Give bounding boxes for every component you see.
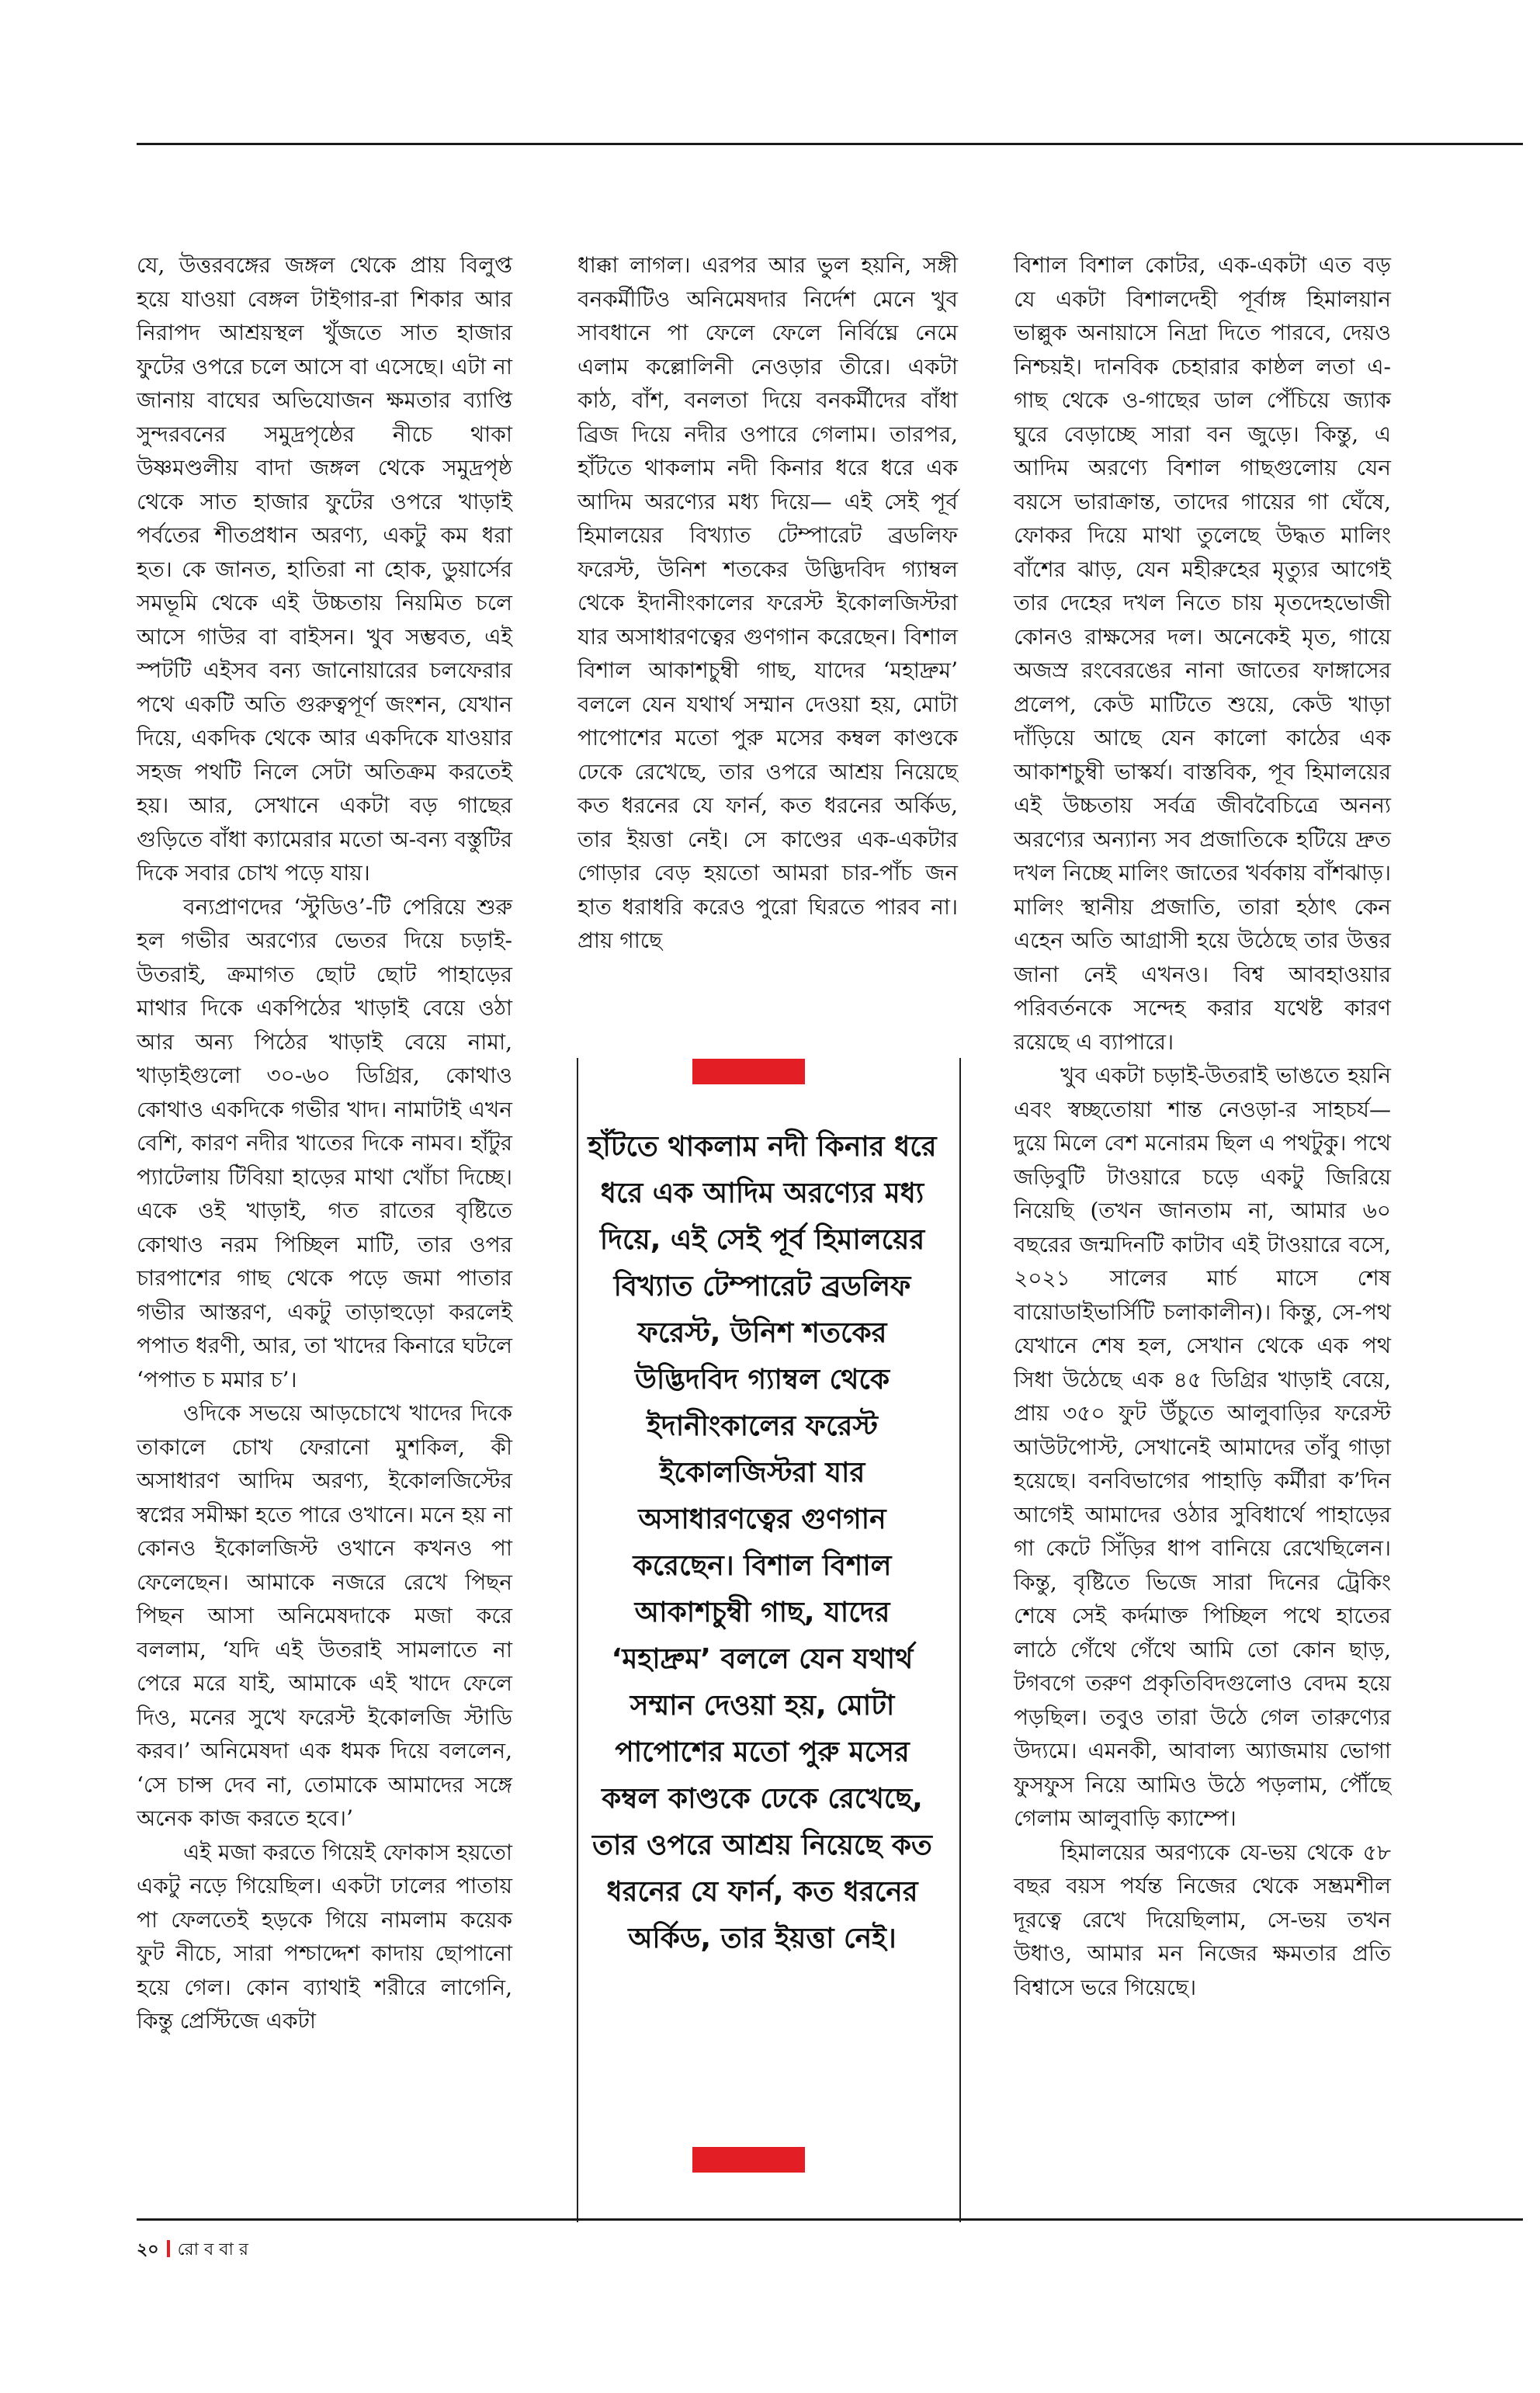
paragraph: যে, উত্তরবঙ্গের জঙ্গল থেকে প্রায় বিলুপ্ত হয়ে যাওয়া বেঙ্গল টাইগার-রা শিকার আর নিরাপদ আশ্রয়স্থল খুঁজতে সাত হাজার ফুটের ওপরে চলে আসে বা এসেছে। এটা না জানায় বাঘের অভিযোজন ক্ষমতার ব্যাপ্তি সুন্দরবনের সমুদ্রপৃষ্ঠের নীচে থাকা উষ্ণমণ্ডলীয় বাদা জঙ্গল থেকে সমুদ্রপৃষ্ঠ থেকে সাত হাজার ফুটের ওপরে খাড়াই পর্বতের শীতপ্রধান অরণ্য, একটু কম ধরা হত। কে জানত, হাতিরা না হোক, ডুয়ার্সের সমভূমি থেকে এই উচ্চতায় নিয়মিত চলে আসে গাউর বা বাইসন। খুব সম্ভবত, এই স্পটটি এইসব বন্য জানোয়ারের চলফেরার পথে একটি অতি গুরুত্বপূর্ণ জংশন, যেখান দিয়ে, একদিক থেকে আর একদিকে যাওয়ার সহজ পথটি নিলে সেটা অতিক্রম করতেই হয়। আর, সেখানে একটা বড় গাছের গুড়িতে বাঁধা ক্যামেরার মতো অ-বন্য বস্তুটির দিকে সবার চোখ পড়ে যায়। — [137, 252, 512, 886]
page-number: ২০ — [137, 2240, 159, 2259]
page-footer — [137, 2239, 248, 2262]
bottom-rule — [137, 2218, 1523, 2221]
article-column-2 — [578, 248, 958, 958]
pullquote-left-rule — [577, 1058, 578, 2222]
pullquote: হাঁটতে থাকলাম নদী কিনার ধরে ধরে এক আদিম অরণ্যের মধ্য দিয়ে, এই সেই পূর্ব হিমালয়ের বিখ্যাত টেম্পারেট ব্রডলিফ ফরেস্ট, উনিশ শতকের উদ্ভিদবিদ গ্যাম্বল থেকে ইদানীংকালের ফরেস্ট ইকোলজিস্টরা যার অসাধারণত্বের গুণগান করেছেন। বিশাল বিশাল আকাশচুম্বী গাছ, যাদের ‘মহাদ্রুম’ বললে যেন যথার্থ সম্মান দেওয়া হয়, মোটা পাপোশের মতো পুরু মসের কম্বল কাণ্ডকে ঢেকে রেখেছে, তার ওপরে আশ্রয় নিয়েছে কত ধরনের যে ফার্ন, কত ধরনের অর্কিড, তার ইয়ত্তা নেই। — [588, 1131, 937, 1954]
article-column-1 — [137, 248, 512, 2038]
pullquote-right-rule — [959, 1058, 961, 2222]
pullquote-bottom-accent-bar — [692, 2147, 805, 2173]
paragraph: বিশাল বিশাল কোটর, এক-একটা এত বড় যে একটা বিশালদেহী পূর্বাঙ্গ হিমালয়ান ভাল্লুক অনায়াসে নিদ্রা দিতে পারবে, দেয়ও নিশ্চয়ই। দানবিক চেহারার কাষ্ঠল লতা এ-গাছ থেকে ও-গাছের ডাল পেঁচিয়ে জ্যাক ঘুরে বেড়াচ্ছে সারা বন জুড়ে। কিন্তু, এ আদিম অরণ্যে বিশাল গাছগুলোয় যেন বয়সে ভারাক্রান্ত, তাদের গায়ের গা ঘেঁষে, ফোকর দিয়ে মাথা তুলেছে উদ্ধত মালিং বাঁশের ঝাড়, যেন মহীরুহের মৃত্যুর আগেই তার দেহের দখল নিতে চায় মৃতদেহভোজী কোনও রাক্ষসের দল। অনেকেই মৃত, গায়ে অজস্র রংবেরঙের নানা জাতের ফাঙ্গাসের প্রলেপ, কেউ মাটিতে শুয়ে, কেউ খাড়া দাঁড়িয়ে আছে যেন কালো কাঠের এক আকাশচুম্বী ভাস্কর্য। বাস্তবিক, পূব হিমালয়ের এই উচ্চতায় সর্বত্র জীববৈচিত্রে অনন্য অরণ্যের অন্যান্য সব প্রজাতিকে হটিয়ে দ্রুত দখল নিচ্ছে মালিং জাতের খর্বকায় বাঁশঝাড়। মালিং স্থানীয় প্রজাতি, তারা হঠাৎ কেন এহেন অতি আগ্রাসী হয়ে উঠেছে তার উত্তর জানা নেই এখনও। বিশ্ব আবহাওয়ার পরিবর্তনকে সন্দেহ করার যথেষ্ট কারণ রয়েছে এ ব্যাপারে। — [1014, 252, 1391, 1055]
top-rule — [137, 143, 1523, 145]
publication-name: রো ব বা র — [177, 2240, 248, 2259]
paragraph: খুব একটা চড়াই-উতরাই ভাঙতে হয়নি এবং স্বচ্ছতোয়া শান্ত নেওড়া-র সাহচর্য— দুয়ে মিলে বেশ মনোরম ছিল এ পথটুকু। পথে জড়িবুটি টাওয়ারে চড়ে একটু জিরিয়ে নিয়েছি (তখন জানতাম না, আমার ৬০ বছরের জন্মদিনটি কাটাব এই টাওয়ারে বসে, ২০২১ সালের মার্চ মাসে শেষ বায়োডাইভার্সিটি চলাকালীন)। কিন্তু, সে-পথ যেখানে শেষ হল, সেখান থেকে এক পথ সিধা উঠেছে এক ৪৫ ডিগ্রির খাড়াই বেয়ে, প্রায় ৩৫০ ফুট উঁচুতে আলুবাড়ির ফরেস্ট আউটপোস্ট, সেখানেই আমাদের তাঁবু গাড়া হয়েছে। বনবিভাগের পাহাড়ি কর্মীরা ক’দিন আগেই আমাদের ওঠার সুবিধার্থে পাহাড়ের গা কেটে সিঁড়ির ধাপ বানিয়ে রেখেছিলেন। কিন্তু, বৃষ্টিতে ভিজে সারা দিনের ট্রেকিং শেষে সেই কর্দমাক্ত পিচ্ছিল পথে হাতের লাঠে গেঁথে গেঁথে আমি তো কোন ছাড়, টগবগে তরুণ প্রকৃতিবিদগুলোও বেদম হয়ে পড়ছিল। তবুও তারা উঠে গেল তারুণ্যের উদ্যমে। এমনকী, আবাল্য অ্যাজমায় ভোগা ফুসফুস নিয়ে আমিও উঠে পড়লাম, পৌঁছে গেলাম আলুবাড়ি ক্যাম্পে। — [1014, 1063, 1391, 1831]
pullquote-top-accent-bar — [692, 1059, 805, 1084]
paragraph: ওদিকে সভয়ে আড়চোখে খাদের দিকে তাকালে চোখ ফেরানো মুশকিল, কী অসাধারণ আদিম অরণ্য, ইকোলজিস্টের স্বপ্নের সমীক্ষা হতে পারে ওখানে। মনে হয় না কোনও ইকোলজিস্ট ওখানে কখনও পা ফেলেছেন। আমাকে নজরে রেখে পিছন পিছন আসা অনিমেষদাকে মজা করে বললাম, ‘যদি এই উতরাই সামলাতে না পেরে মরে যাই, আমাকে এই খাদে ফেলে দিও, মনের সুখে ফরেস্ট ইকোলজি স্টাডি করব।’ অনিমেষদা এক ধমক দিয়ে বললেন, ‘সে চান্স দেব না, তোমাকে আমাদের সঙ্গে অনেক কাজ করতে হবে।’ — [137, 1400, 512, 1831]
footer-separator — [167, 2240, 170, 2257]
article-column-3 — [1014, 248, 1391, 2004]
paragraph: এই মজা করতে গিয়েই ফোকাস হয়তো একটু নড়ে গিয়েছিল। একটা ঢালের পাতায় পা ফেলতেই হড়কে গিয়ে নামলাম কয়েক ফুট নীচে, সারা পশ্চাদ্দেশ কাদায় ছোপানো হয়ে গেল। কোন ব্যাথাই শরীরে লাগেনি, কিন্তু প্রেস্টিজে একটা — [137, 1839, 512, 2034]
paragraph: বন্যপ্রাণদের ‘স্টুডিও’-টি পেরিয়ে শুরু হল গভীর অরণ্যের ভেতর দিয়ে চড়াই-উতরাই, ক্রমাগত ছোট ছোট পাহাড়ের মাথার দিকে একপিঠের খাড়াই বেয়ে ওঠা আর অন্য পিঠের খাড়াই বেয়ে নামা, খাড়াইগুলো ৩০-৬০ ডিগ্রির, কোথাও কোথাও একদিকে গভীর খাদ। নামাটাই এখন বেশি, কারণ নদীর খাতের দিকে নামব। হাঁটুর প্যাটেলায় টিবিয়া হাড়ের মাথা খোঁচা দিচ্ছে। একে ওই খাড়াই, গত রাতের বৃষ্টিতে কোথাও নরম পিচ্ছিল মাটি, তার ওপর চারপাশের গাছ থেকে পড়ে জমা পাতার গভীর আস্তরণ, একটু তাড়াহুড়ো করলেই পপাত ধরণী, আর, তা খাদের কিনারে ঘটলে ‘পপাত চ মমার চ’। — [137, 893, 512, 1392]
paragraph: ধাক্কা লাগল। এরপর আর ভুল হয়নি, সঙ্গী বনকর্মীটিও অনিমেষদার নির্দেশ মেনে খুব সাবধানে পা ফেলে ফেলে নির্বিঘ্নে নেমে এলাম কল্লোলিনী নেওড়ার তীরে। একটা কাঠ, বাঁশ, বনলতা দিয়ে বনকর্মীদের বাঁধা ব্রিজ দিয়ে নদীর ওপারে গেলাম। তারপর, হাঁটতে থাকলাম নদী কিনার ধরে ধরে এক আদিম অরণ্যের মধ্য দিয়ে— এই সেই পূর্ব হিমালয়ের বিখ্যাত টেম্পারেট ব্রডলিফ ফরেস্ট, উনিশ শতকের উদ্ভিদবিদ গ্যাম্বল থেকে ইদানীংকালের ফরেস্ট ইকোলজিস্টরা যার অসাধারণত্বের গুণগান করেছেন। বিশাল বিশাল আকাশচুম্বী গাছ, যাদের ‘মহাদ্রুম’ বললে যেন যথার্থ সম্মান দেওয়া হয়, মোটা পাপোশের মতো পুরু মসের কম্বল কাণ্ডকে ঢেকে রেখেছে, তার ওপরে আশ্রয় নিয়েছে কত ধরনের যে ফার্ন, কত ধরনের অর্কিড, তার ইয়ত্তা নেই। সে কাণ্ডের এক-একটার গোড়ার বেড় হয়তো আমরা চার-পাঁচ জন হাত ধরাধরি করেও পুরো ঘিরতে পারব না। প্রায় গাছে — [578, 252, 958, 953]
paragraph: হিমালয়ের অরণ্যকে যে-ভয় থেকে ৫৮ বছর বয়স পর্যন্ত নিজের থেকে সম্ভ্রমশীল দূরত্বে রেখে দিয়েছিলাম, সে-ভয় তখন উধাও, আমার মন নিজের ক্ষমতার প্রতি বিশ্বাসে ভরে গিয়েছে। — [1014, 1839, 1391, 2000]
